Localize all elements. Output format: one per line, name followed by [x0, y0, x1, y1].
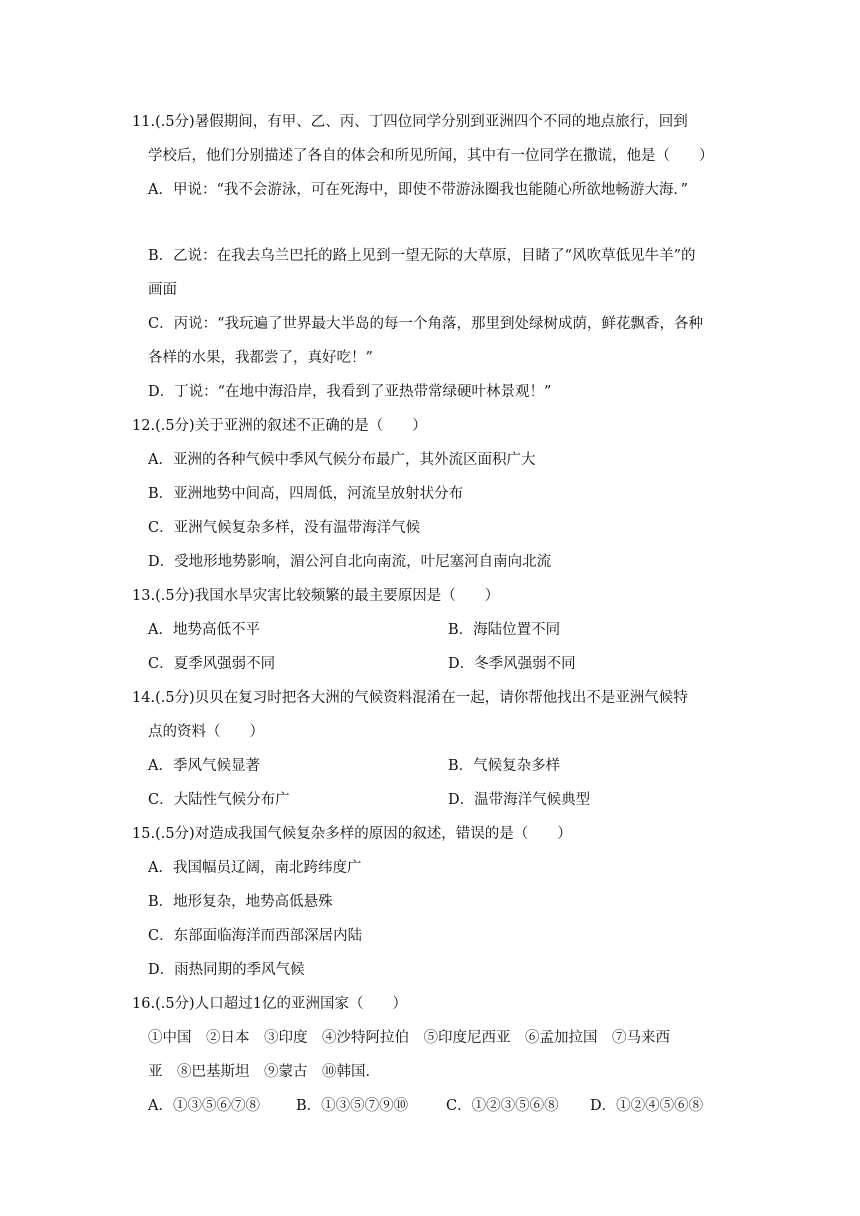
q14-option-d[interactable]: D．温带海洋气候典型: [448, 792, 591, 808]
q11-number: 11.: [132, 114, 156, 130]
q13-option-c[interactable]: C．夏季风强弱不同: [148, 656, 276, 672]
q14-stem-line2: 点的资料（ ）: [148, 724, 264, 740]
q11-option-a[interactable]: A．甲说：“我不会游泳，可在死海中，即使不带游泳圈我也能随心所欲地畅游大海．”: [148, 182, 689, 198]
q11-option-b-line2[interactable]: 画面: [148, 282, 177, 298]
q16-list-line2: 亚 ⑧巴基斯坦 ⑨蒙古 ⑩韩国．: [148, 1064, 380, 1080]
q14-score: (.5分): [155, 690, 195, 706]
q11-option-b-line1[interactable]: B．乙说：在我去乌兰巴托的路上见到一望无际的大草原，目睹了“风吹草低见牛羊”的: [148, 248, 696, 264]
q14-option-b[interactable]: B．气候复杂多样: [448, 758, 561, 774]
q13-option-b[interactable]: B．海陆位置不同: [448, 622, 561, 638]
q12-stem: [132, 416, 427, 436]
q11-option-c-line2[interactable]: 各样的水果，我都尝了，真好吃！”: [148, 350, 373, 366]
q12-stem-text: 关于亚洲的叙述不正确的是（ ）: [194, 418, 427, 434]
q12-number: 12.: [132, 418, 156, 434]
q11-score: (.5分): [155, 114, 195, 130]
q11-stem-line2: 学校后，他们分别描述了各自的体会和所见所闻，其中有一位同学在撒谎，他是（ ）: [148, 148, 714, 164]
q16-option-d[interactable]: D．①②④⑤⑥⑧: [590, 1098, 704, 1114]
q13-stem-text: 我国水旱灾害比较频繁的最主要原因是（ ）: [194, 588, 500, 604]
q14-option-c[interactable]: C．大陆性气候分布广: [148, 792, 290, 808]
q11-stem-text-1: 暑假期间，有甲、乙、丙、丁四位同学分别到亚洲四个不同的地点旅行，回到: [194, 114, 688, 130]
q12-option-d[interactable]: D．受地形地势影响，湄公河自北向南流，叶尼塞河自南向北流: [148, 554, 552, 570]
q13-option-a[interactable]: A．地势高低不平: [148, 622, 260, 638]
q15-option-b[interactable]: B．地形复杂，地势高低悬殊: [148, 894, 333, 910]
q14-option-a[interactable]: A．季风气候显著: [148, 758, 260, 774]
q15-score: (.5分): [155, 826, 195, 842]
q12-option-a[interactable]: A．亚洲的各种气候中季风气候分布最广，其外流区面积广大: [148, 452, 536, 468]
q13-score: (.5分): [155, 588, 195, 604]
q15-option-d[interactable]: D．雨热同期的季风气候: [148, 962, 305, 978]
q16-list-line1: ①中国 ②日本 ③印度 ④沙特阿拉伯 ⑤印度尼西亚 ⑥孟加拉国 ⑦马来西: [148, 1030, 670, 1046]
q11-option-c-line1[interactable]: C．丙说：“我玩遍了世界最大半岛的每一个角落，那里到处绿树成荫，鲜花飘香，各种: [148, 316, 704, 332]
q12-score: (.5分): [155, 418, 195, 434]
q16-stem: [132, 994, 407, 1014]
q15-option-a[interactable]: A．我国幅员辽阔，南北跨纬度广: [148, 860, 362, 876]
q12-option-c[interactable]: C．亚洲气候复杂多样，没有温带海洋气候: [148, 520, 421, 536]
q15-stem-text: 对造成我国气候复杂多样的原因的叙述，错误的是（ ）: [194, 826, 572, 842]
q11-stem-line1: [132, 112, 688, 132]
q14-stem-text-1: 贝贝在复习时把各大洲的气候资料混淆在一起，请你帮他找出不是亚洲气候特: [194, 690, 688, 706]
q13-number: 13.: [132, 588, 156, 604]
q11-option-d[interactable]: D．丁说：“在地中海沿岸，我看到了亚热带常绿硬叶林景观！”: [148, 384, 552, 400]
q16-option-c[interactable]: C．①②③⑤⑥⑧: [446, 1098, 559, 1114]
q15-number: 15.: [132, 826, 156, 842]
q15-option-c[interactable]: C．东部面临海洋而西部深居内陆: [148, 928, 363, 944]
q13-option-d[interactable]: D．冬季风强弱不同: [448, 656, 576, 672]
q16-option-b[interactable]: B．①③⑤⑦⑨⑩: [296, 1098, 409, 1114]
q14-stem-line1: [132, 688, 688, 708]
q16-score: (.5分): [155, 996, 195, 1012]
q13-stem: [132, 586, 499, 606]
q12-option-b[interactable]: B．亚洲地势中间高，四周低，河流呈放射状分布: [148, 486, 464, 502]
q15-stem: [132, 824, 572, 844]
q14-number: 14.: [132, 690, 156, 706]
q16-option-a[interactable]: A．①③⑤⑥⑦⑧: [148, 1098, 260, 1114]
q16-number: 16.: [132, 996, 156, 1012]
q16-stem-text: 人口超过1亿的亚洲国家（ ）: [194, 996, 407, 1012]
